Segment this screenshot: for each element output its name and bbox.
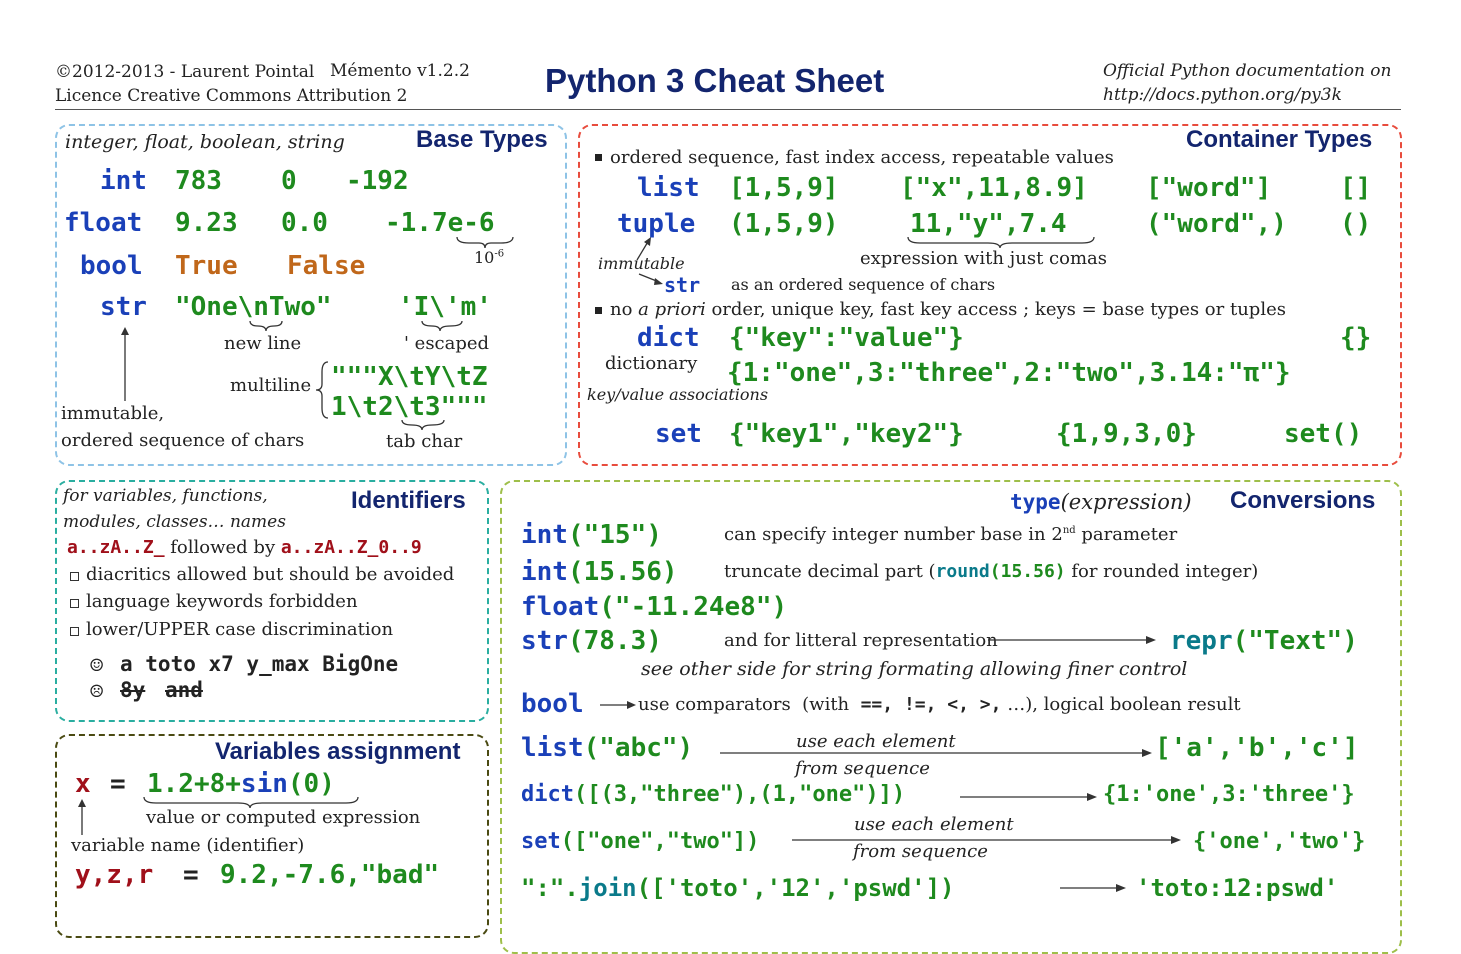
brace-escaped [420,319,464,333]
repr-call: repr("Text") [1170,626,1358,656]
exponent-note: $10^{-6}$ [474,248,505,267]
str-keyword: str [664,273,701,297]
int-value: 0 [281,166,297,196]
copyright: ©2012-2013 - Laurent Pointal [55,62,315,82]
ordered-note: ordered sequence of chars [61,430,305,451]
header-divider [55,109,1401,110]
tuple-keyword: tuple [617,209,696,239]
truncate-note: truncate decimal part (round(15.56) for rounded integer) [724,561,1259,582]
dict-keyword: dict [637,323,700,353]
use-each-note: use each element [854,814,1014,835]
arrow-bool [600,699,638,711]
true-literal: True [175,251,238,281]
list-keyword: list [637,173,700,203]
set-example: set() [1284,419,1363,449]
tuple-example: () [1340,209,1372,239]
list-example: ["x",11,8.9] [900,173,1088,203]
dictionary-label: dictionary [605,353,698,374]
licence: Licence Creative Commons Attribution 2 [55,86,408,106]
immutable-label: immutable [598,254,685,273]
doc-link[interactable]: http://docs.python.org/py3k [1103,85,1342,105]
arrow-repr [988,634,1158,646]
use-each-note: use each element [796,731,956,752]
arrow-varname [76,797,88,837]
conversion-list: list("abc") [521,733,694,763]
float-keyword: float [64,208,143,238]
join-result: 'toto:12:pswd' [1136,874,1339,902]
container-types-title: Container Types [1186,126,1373,153]
dict-example: {1:"one",3:"three",2:"two",3.14:"π"} [727,358,1291,388]
page-title: Python 3 Cheat Sheet [545,62,885,99]
int-base-note: can specify integer number base in 2nd parameter [724,524,1178,545]
set-keyword: set [655,419,702,449]
checkbox-bullet [70,572,79,581]
dict-example: {} [1340,323,1372,353]
bool-keyword: bool [80,251,143,281]
assign-operator: = [110,769,126,799]
int-value: -192 [346,166,409,196]
identifiers-subtitle: for variables, functions, [63,486,268,506]
rule-diacritics: diacritics allowed but should be avoided [86,564,455,585]
frown-icon: ☹ [89,682,105,702]
conversion-set: set(["one","two"]) [521,829,760,854]
conversion-dict: dict([(3,"three"),(1,"one")]) [521,782,906,807]
newline-note: new line [224,333,302,354]
doc-link-line1: Official Python documentation on [1103,61,1392,81]
escaped-note: ' escaped [404,333,490,354]
conversions-title: Conversions [1230,487,1376,514]
str-value: "One\nTwo" [175,292,332,322]
from-sequence-note: from sequence [795,758,930,779]
sequence-description: ordered sequence, fast index access, repeatable values [610,147,1114,168]
dict-example: {"key":"value"} [729,323,964,353]
kv-note: key/value associations [587,385,769,404]
dict-description: no a priori order, unique key, fast key access ; keys = base types or tuples [610,299,1286,320]
multiline-note: multiline [230,375,312,396]
conversion-int-float: int(15.56) [521,557,678,587]
arrow-set [792,834,1184,846]
int-keyword: int [100,166,147,196]
set-result: {'one','two'} [1193,829,1366,854]
brace-comas [906,235,1096,249]
conversion-float: float("-11.24e8") [521,592,788,622]
base-types-subtitle: integer, float, boolean, string [65,131,345,153]
conversion-str: str(78.3) [521,626,662,656]
invalid-identifier: and [165,678,203,702]
multiline-string: """X\tY\tZ [331,362,488,392]
identifier-rule: a..zA..Z_ followed by a..zA..Z_0..9 [67,537,422,558]
bool-note: use comparators (with ==, !=, <, >, …), logical boolean result [638,694,1241,715]
set-example: {"key1","key2"} [729,419,964,449]
brace-exponent [455,235,515,249]
tuple-example: ("word",) [1146,209,1287,239]
list-example: [1,5,9] [729,173,839,203]
immutable-note: immutable, [61,403,165,424]
str-keyword: str [100,292,147,322]
list-example: [] [1340,173,1372,203]
arrow-list [720,747,1154,759]
bullet [595,307,602,314]
memento-version: Mémento v1.2.2 [330,61,470,81]
assigned-values: 9.2,-7.6,"bad" [220,860,440,890]
list-result: ['a','b','c'] [1155,733,1359,763]
brace-multiline [314,360,330,420]
conversion-join: ":".join(['toto','12','pswd']) [521,874,955,902]
list-example: ["word"] [1146,173,1272,203]
int-value: 783 [175,166,222,196]
type-expression: type(expression) [1010,490,1192,514]
base-types-title: Base Types [416,126,548,153]
rule-case: lower/UPPER case discrimination [86,619,394,640]
smile-icon: ☺ [89,656,105,676]
tab-char-note: tab char [386,431,463,452]
valid-identifiers: a toto x7 y_max BigOne [120,652,399,676]
float-value: -1.7e-6 [385,208,495,238]
false-literal: False [287,251,366,281]
float-value: 0.0 [281,208,328,238]
assigned-expression: 1.2+8+sin(0) [147,769,335,799]
assign-operator: = [183,860,199,890]
litteral-note: and for litteral representation [724,630,998,651]
arrow-immutable [118,325,132,403]
multiline-string: 1\t2\t3""" [331,392,488,422]
comas-note: expression with just comas [860,248,1107,269]
variables-title: Variables assignment [215,738,461,765]
float-value: 9.23 [175,208,238,238]
checkbox-bullet [70,627,79,636]
var-tuple: y,z,r [75,860,154,890]
dict-result: {1:'one',3:'three'} [1103,782,1355,807]
set-example: {1,9,3,0} [1056,419,1197,449]
tuple-example: 11,"y",7.4 [910,209,1067,239]
varname-note: variable name (identifier) [71,835,305,856]
brace-newline [248,319,284,333]
str-value: 'I\'m' [398,292,492,322]
arrow-dict [960,791,1100,803]
identifiers-title: Identifiers [351,487,466,514]
var-x: x [75,769,91,799]
tuple-example: (1,5,9) [729,209,839,239]
value-note: value or computed expression [146,807,421,828]
checkbox-bullet [70,599,79,608]
brace-tab [400,418,446,432]
invalid-identifier: 8y [120,678,146,702]
from-sequence-note: from sequence [853,841,988,862]
bullet [595,154,602,161]
identifiers-subtitle: modules, classes… names [63,512,286,532]
rule-keywords: language keywords forbidden [86,591,358,612]
conversion-bool: bool [521,689,584,719]
str-ordered-note: as an ordered sequence of chars [731,275,996,294]
conversion-int-str: int("15") [521,520,662,550]
arrow-join [1060,882,1128,894]
see-other-side-note: see other side for string formating allowing finer control [641,658,1188,680]
